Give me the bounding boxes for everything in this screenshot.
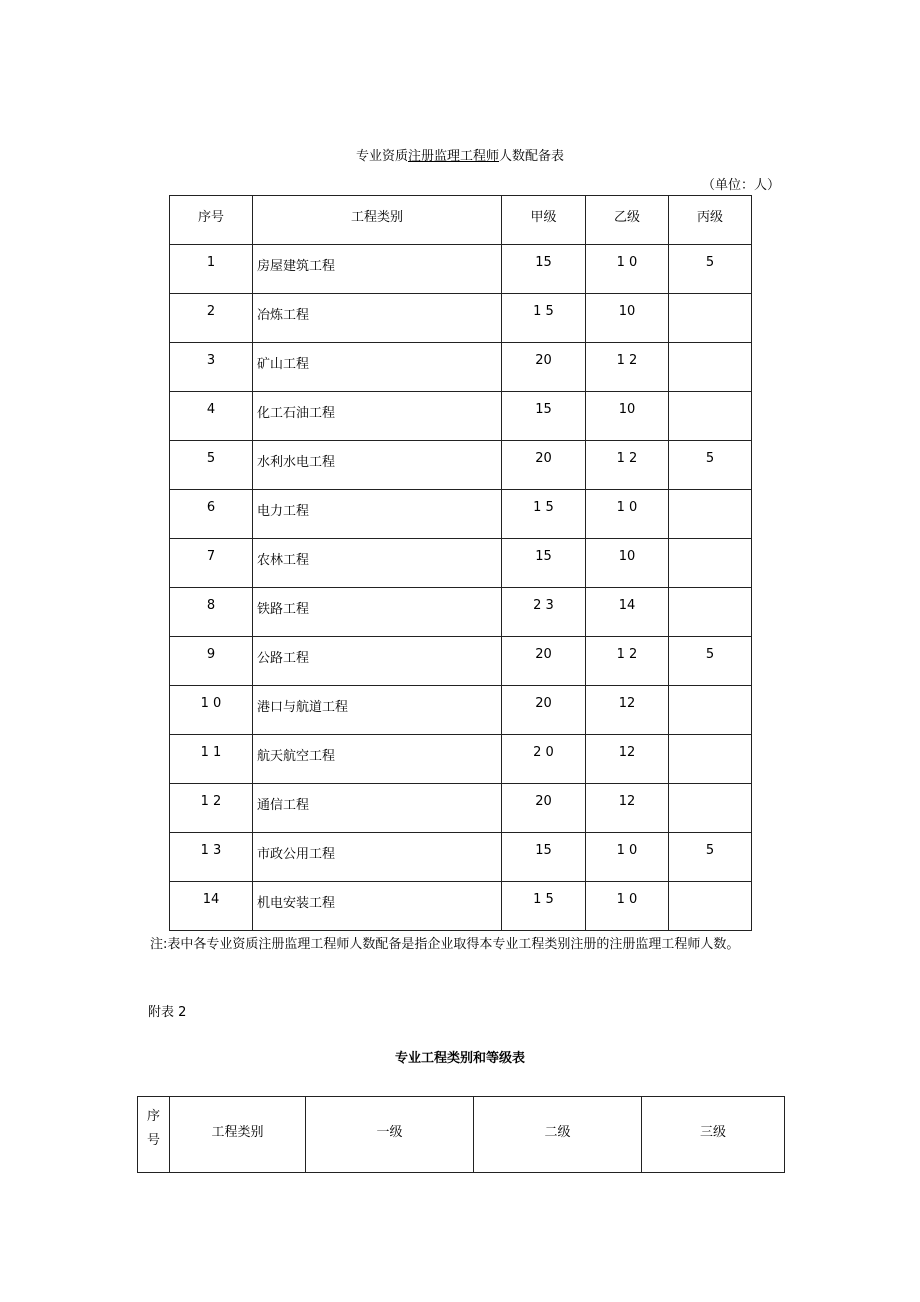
table-row xyxy=(170,637,752,686)
table-cell: 化工石油工程 xyxy=(253,392,502,441)
header-cell: 一级 xyxy=(306,1097,474,1173)
table-header-row xyxy=(170,196,752,245)
table-cell: 农林工程 xyxy=(253,539,502,588)
table-cell: 2 0 xyxy=(502,735,586,784)
header-cell: 甲级 xyxy=(502,196,586,245)
table-cell: 15 xyxy=(502,833,586,882)
table-row xyxy=(170,882,752,931)
table-cell: 5 xyxy=(669,441,752,490)
table-cell: 12 xyxy=(586,784,669,833)
table-row xyxy=(170,686,752,735)
table-cell xyxy=(669,882,752,931)
table-cell: 1 0 xyxy=(170,686,253,735)
table-cell: 10 xyxy=(586,294,669,343)
title-underlined-term: 注册监理工程师 xyxy=(407,149,499,164)
table-cell: 电力工程 xyxy=(253,490,502,539)
table-cell: 1 5 xyxy=(502,490,586,539)
table-note: 注:表中各专业资质注册监理工程师人数配备是指企业取得本专业工程类别注册的注册监理工程师人数。 xyxy=(150,937,740,952)
table-cell: 15 xyxy=(502,245,586,294)
table-cell: 1 1 xyxy=(170,735,253,784)
table-cell xyxy=(669,686,752,735)
table-cell: 14 xyxy=(586,588,669,637)
header-cell: 二级 xyxy=(474,1097,642,1173)
header-cell: 工程类别 xyxy=(170,1097,306,1173)
table-cell xyxy=(669,588,752,637)
table-cell: 1 xyxy=(170,245,253,294)
title-suffix: 人数配备表 xyxy=(499,149,565,164)
table-cell: 1 0 xyxy=(586,833,669,882)
table-cell: 1 0 xyxy=(586,490,669,539)
table-cell: 1 2 xyxy=(170,784,253,833)
table-cell: 20 xyxy=(502,686,586,735)
table-cell: 公路工程 xyxy=(253,637,502,686)
table-cell: 5 xyxy=(170,441,253,490)
unit-label: （单位：人） xyxy=(701,178,780,193)
table-cell: 6 xyxy=(170,490,253,539)
table-cell: 2 3 xyxy=(502,588,586,637)
table-row xyxy=(170,490,752,539)
appendix-label: 附表 2 xyxy=(148,1005,187,1020)
table-cell: 1 0 xyxy=(586,245,669,294)
title-prefix: 专业资质 xyxy=(355,149,408,164)
table-cell: 20 xyxy=(502,441,586,490)
table-cell: 10 xyxy=(586,392,669,441)
table-header-row xyxy=(138,1097,785,1173)
table-cell: 7 xyxy=(170,539,253,588)
table-cell: 5 xyxy=(669,245,752,294)
table-row xyxy=(170,294,752,343)
table-cell: 市政公用工程 xyxy=(253,833,502,882)
table-cell xyxy=(669,539,752,588)
table-row xyxy=(170,784,752,833)
table-cell xyxy=(669,735,752,784)
table-cell xyxy=(669,490,752,539)
table-cell: 通信工程 xyxy=(253,784,502,833)
table-cell: 5 xyxy=(669,637,752,686)
table-cell: 机电安装工程 xyxy=(253,882,502,931)
table-cell: 航天航空工程 xyxy=(253,735,502,784)
table-cell xyxy=(669,343,752,392)
table-row xyxy=(170,833,752,882)
header-cell: 三级 xyxy=(642,1097,785,1173)
table-cell xyxy=(669,392,752,441)
table-cell: 1 2 xyxy=(586,637,669,686)
table-cell: 10 xyxy=(586,539,669,588)
table-cell: 15 xyxy=(502,392,586,441)
header-cell: 乙级 xyxy=(586,196,669,245)
table-cell: 1 0 xyxy=(586,882,669,931)
table-row xyxy=(170,588,752,637)
table-cell: 1 5 xyxy=(502,294,586,343)
header-cell: 工程类别 xyxy=(253,196,502,245)
table-cell: 3 xyxy=(170,343,253,392)
table-cell: 8 xyxy=(170,588,253,637)
table2-title: 专业工程类别和等级表 xyxy=(394,1051,525,1066)
table-cell: 12 xyxy=(586,735,669,784)
table-cell: 1 5 xyxy=(502,882,586,931)
table-cell: 14 xyxy=(170,882,253,931)
table-cell: 20 xyxy=(502,637,586,686)
table-row xyxy=(170,245,752,294)
header-cell: 序 号 xyxy=(138,1097,170,1173)
table-cell: 2 xyxy=(170,294,253,343)
table-cell: 冶炼工程 xyxy=(253,294,502,343)
table-cell: 铁路工程 xyxy=(253,588,502,637)
header-cell: 序号 xyxy=(170,196,253,245)
table-cell: 12 xyxy=(586,686,669,735)
category-grade-table xyxy=(137,1096,785,1173)
table1-title xyxy=(0,145,920,164)
table-cell: 9 xyxy=(170,637,253,686)
staffing-table xyxy=(169,195,752,931)
table-cell: 20 xyxy=(502,343,586,392)
table-cell: 4 xyxy=(170,392,253,441)
table-cell: 1 2 xyxy=(586,343,669,392)
table-row xyxy=(170,392,752,441)
table-cell: 房屋建筑工程 xyxy=(253,245,502,294)
table-cell: 20 xyxy=(502,784,586,833)
table-cell xyxy=(669,784,752,833)
table-cell: 水利水电工程 xyxy=(253,441,502,490)
table-row xyxy=(170,343,752,392)
table-cell: 矿山工程 xyxy=(253,343,502,392)
table-row xyxy=(170,735,752,784)
table-row xyxy=(170,441,752,490)
table-cell: 1 2 xyxy=(586,441,669,490)
table-cell: 1 3 xyxy=(170,833,253,882)
table-row xyxy=(170,539,752,588)
header-cell: 丙级 xyxy=(669,196,752,245)
table-cell xyxy=(669,294,752,343)
table-cell: 5 xyxy=(669,833,752,882)
table-cell: 15 xyxy=(502,539,586,588)
table-cell: 港口与航道工程 xyxy=(253,686,502,735)
